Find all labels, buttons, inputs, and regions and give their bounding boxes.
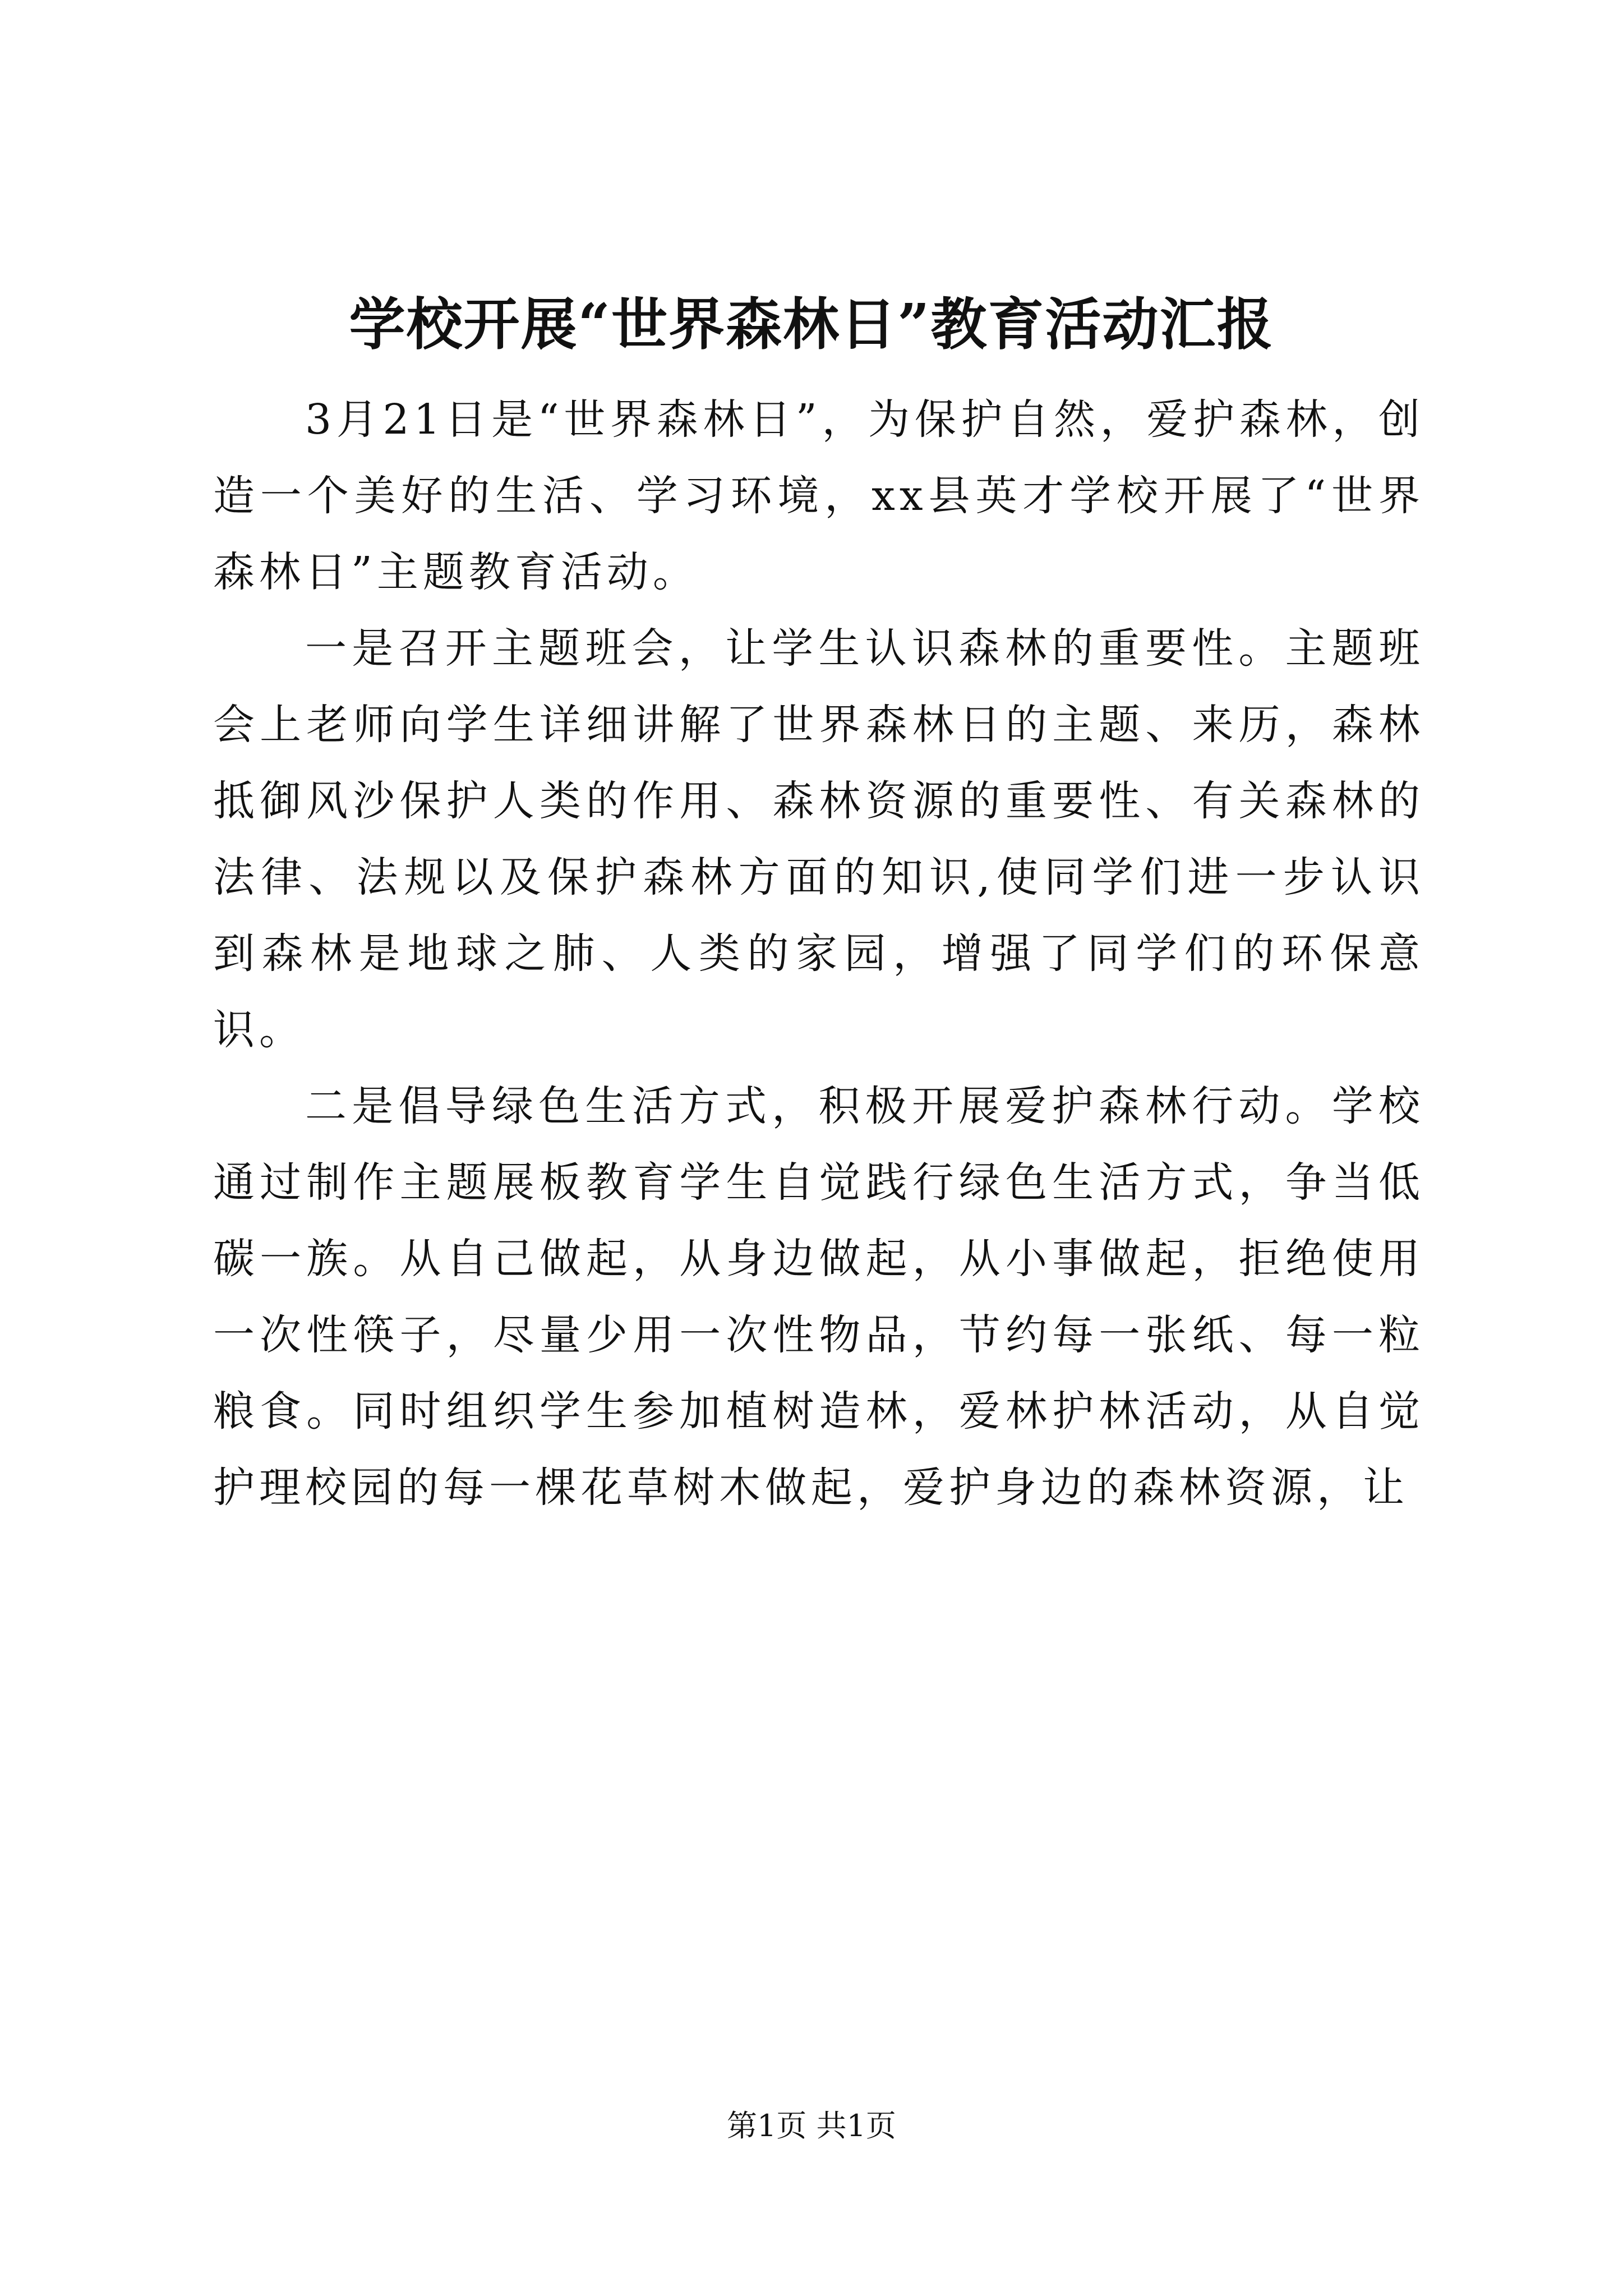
paragraph-green-lifestyle: 二是倡导绿色生活方式，积极开展爱护森林行动。学校通过制作主题展板教育学生自觉践行绿色生活方式，争当低碳一族。从自己做起，从身边做起，从小事做起，拒绝使用一次性筷子，尽量少用一次性物品，节约每一张纸、每一粒粮食。同时组织学生参加植树造林，爱林护林活动，从自觉护理校园的每一棵花草树木做起，爱护身边的森林资源，让 (213, 1082, 1424, 1512)
page-number-footer: 第1页 共1页 (727, 2108, 896, 2143)
document-title: 学校开展“世界森林日”教育活动汇报 (349, 291, 1274, 357)
paragraph-class-meeting: 一是召开主题班会，让学生认识森林的重要性。主题班会上老师向学生详细讲解了世界森林日的主题、来历，森林抵御风沙保护人类的作用、森林资源的重要性、有关森林的法律、法规以及保护森林方面的知识,使同学们进一步认识到森林是地球之肺、人类的家园，增强了同学们的环保意识。 (213, 624, 1424, 1054)
paragraph-intro: 3月21日是“世界森林日”，为保护自然，爱护森林，创造一个美好的生活、学习环境，xx县英才学校开展了“世界森林日”主题教育活动。 (213, 395, 1424, 596)
document-body (213, 381, 1424, 1526)
